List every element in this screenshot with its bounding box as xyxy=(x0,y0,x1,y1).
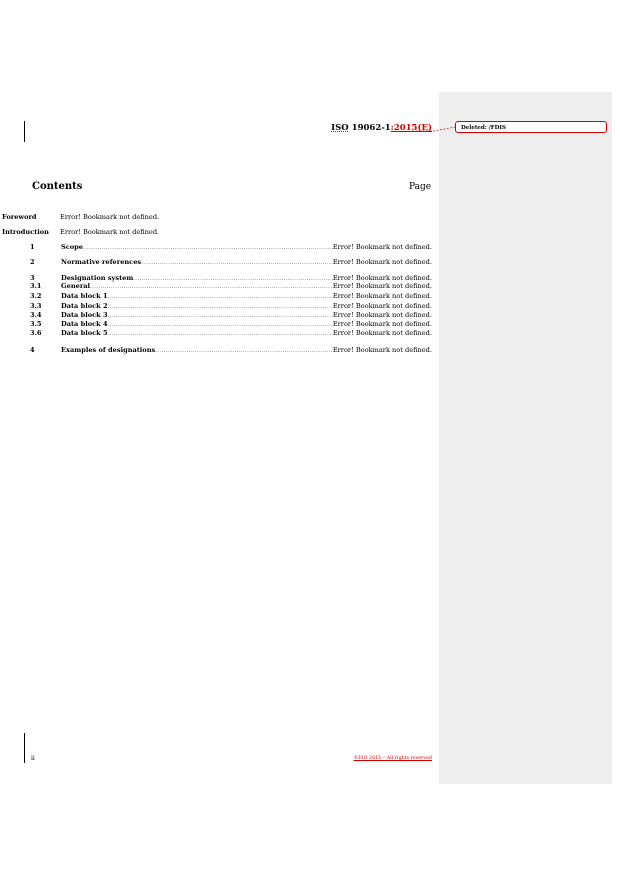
toc-dot-leader xyxy=(108,294,333,300)
toc-entry-title: Data block 4 xyxy=(61,320,108,328)
toc-entry-page: Error! Bookmark not defined. xyxy=(332,258,432,266)
toc-entry-2[interactable] xyxy=(30,258,432,267)
change-bar-bottom xyxy=(24,733,25,763)
toc-entry-number: 3.1 xyxy=(30,282,42,290)
header-number: 19062-1 xyxy=(351,123,391,133)
deleted-comment-balloon[interactable] xyxy=(455,121,607,133)
header-inserted-text: 2015(E) xyxy=(393,123,432,133)
toc-entry-page: Error! Bookmark not defined. xyxy=(332,346,432,354)
toc-entry-3-2[interactable] xyxy=(30,292,432,301)
toc-entry-page: Error! Bookmark not defined. xyxy=(332,311,432,319)
toc-entry-3-6[interactable] xyxy=(30,329,432,338)
toc-entry-number: 3 xyxy=(30,274,35,282)
toc-dot-leader xyxy=(108,331,333,337)
toc-entry-number: 3.6 xyxy=(30,329,42,337)
comment-text: /FDIS xyxy=(486,125,506,131)
toc-entry-title: Designation system xyxy=(61,274,134,282)
footer-page-number: ii xyxy=(31,755,35,762)
toc-front-value: Error! Bookmark not defined. xyxy=(60,213,160,221)
comment-leader-line xyxy=(412,125,458,133)
toc-entry-title: Data block 3 xyxy=(61,311,108,319)
toc-front-label: Foreword xyxy=(2,213,37,221)
toc-entry-title: Data block 1 xyxy=(61,292,108,300)
toc-front-label: Introduction xyxy=(2,228,49,236)
change-bar-top xyxy=(24,121,25,142)
toc-entry-page: Error! Bookmark not defined. xyxy=(332,282,432,290)
toc-entry-title: Data block 2 xyxy=(61,302,108,310)
toc-entry-page: Error! Bookmark not defined. xyxy=(332,320,432,328)
toc-entry-title: Normative references xyxy=(61,258,142,266)
toc-entry-3-1[interactable] xyxy=(30,282,432,291)
toc-entry-number: 2 xyxy=(30,258,35,266)
footer-copyright: ©ISO 2015 – All rights reserved xyxy=(353,756,432,761)
contents-title: Contents xyxy=(32,181,83,192)
toc-entry-number: 3.2 xyxy=(30,292,42,300)
toc-dot-leader xyxy=(83,245,333,251)
toc-entry-3-3[interactable] xyxy=(30,302,432,311)
toc-entry-number: 3.3 xyxy=(30,302,42,310)
toc-dot-leader xyxy=(108,304,333,310)
toc-entry-4[interactable] xyxy=(30,346,432,355)
page-column-label: Page xyxy=(409,182,432,192)
toc-dot-leader xyxy=(108,322,333,328)
toc-entry-page: Error! Bookmark not defined. xyxy=(332,329,432,337)
toc-entry-3-5[interactable] xyxy=(30,320,432,329)
header-separator: : xyxy=(390,123,394,133)
toc-entry-3-4[interactable] xyxy=(30,311,432,320)
toc-entry-title: Examples of designations xyxy=(61,346,156,354)
toc-entry-number: 3.5 xyxy=(30,320,42,328)
toc-front-value: Error! Bookmark not defined. xyxy=(60,228,160,236)
toc-entry-page: Error! Bookmark not defined. xyxy=(332,274,432,282)
toc-dot-leader xyxy=(108,313,333,319)
toc-entry-number: 1 xyxy=(30,243,35,251)
toc-entry-title: General xyxy=(61,282,91,290)
toc-entry-title: Data block 5 xyxy=(61,329,108,337)
toc-dot-leader xyxy=(155,348,333,354)
toc-dot-leader xyxy=(90,284,333,290)
header-prefix: ISO xyxy=(331,123,349,133)
toc-front-item-introduction[interactable] xyxy=(2,228,160,236)
toc-entry-number: 3.4 xyxy=(30,311,42,319)
toc-entry-page: Error! Bookmark not defined. xyxy=(332,292,432,300)
toc-entry-number: 4 xyxy=(30,346,35,354)
toc-entry-page: Error! Bookmark not defined. xyxy=(332,243,432,251)
toc-entry-page: Error! Bookmark not defined. xyxy=(332,302,432,310)
toc-entry-title: Scope xyxy=(61,243,83,251)
toc-front-item-foreword[interactable] xyxy=(2,213,160,221)
comment-label: Deleted: xyxy=(461,125,487,131)
markup-margin-pane xyxy=(439,92,612,784)
toc-dot-leader xyxy=(141,260,333,266)
toc-entry-1[interactable] xyxy=(30,243,432,252)
